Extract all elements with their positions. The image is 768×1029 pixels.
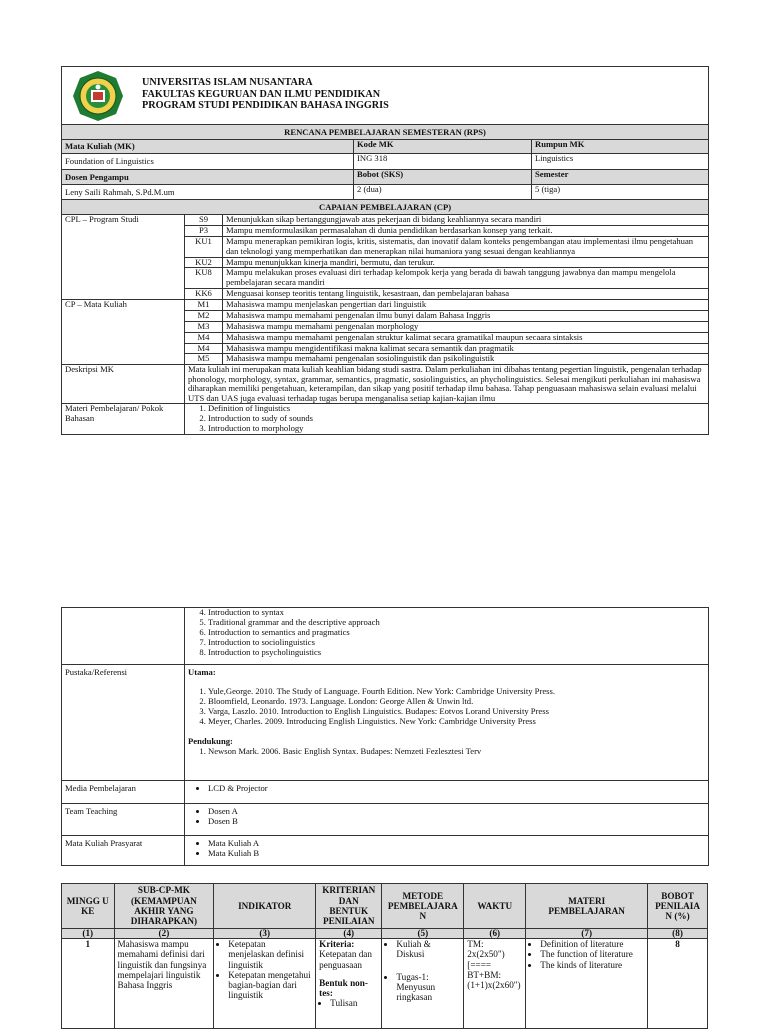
list-item: • Tulisan (330, 998, 378, 1008)
col-number: (8) (648, 929, 708, 939)
list-item: 1. Definition of linguistics (208, 404, 705, 414)
cpmk-code: M4 (185, 332, 223, 343)
materi-list-page2 (185, 608, 709, 665)
cpl-code: P3 (185, 225, 223, 236)
cpmk-text: Mahasiswa mampu mengidentifikasi makna kalimat secara semantik dan pragmatik (223, 343, 709, 354)
prasyarat-label: Mata Kuliah Prasyarat (62, 836, 185, 866)
header-cell (62, 67, 709, 125)
pustaka-content: Utama: 1. Yule,George. 2010. The Study of Language. Fourth Edition. New York: Cambridge University Press. 2. Bloomfield, Leonardo. 1973. Language. London: George Allen & Unwin ltd. 3. Varga, Laszlo. 2010. Introduction to English Linguistics. Budapes: Eotvos Lorand University Press 4. Meyer, Charles. 2009. Introducing English Linguistics. New York: Cambridge University Press Pendukung: 1. Newson Mark. 2006. Basic English Syntax. Budapes: Nemzeti Fezlesztesi Terv (185, 665, 709, 781)
list-item: • Kuliah & Diskusi (396, 939, 460, 960)
media-label: Media Pembelajaran (62, 781, 185, 804)
indikator-cell (214, 939, 316, 1029)
materi-label: Materi Pembelajaran/ Pokok Bahasan (62, 404, 185, 435)
rumpun-value: Linguistics (532, 154, 709, 170)
cpl-text: Menguasai konsep teoritis tentang linguistik, kesastraan, dan pembelajaran bahasa (223, 289, 709, 300)
kriteria-text: Ketepatan dan penguasaan (319, 949, 372, 970)
list-item: • The kinds of literature (540, 960, 644, 970)
list-item: 2. Bloomfield, Leonardo. 1973. Language. London: George Allen & Unwin ltd. (208, 697, 705, 707)
program-name: PROGRAM STUDI PENDIDIKAN BAHASA INGGRIS (142, 100, 389, 112)
semester-value: 5 (tiga) (532, 185, 709, 200)
col-number: (5) (382, 929, 464, 939)
cpmk-text: Mahasiswa mampu memahami pengenalan struktur kalimat secara gramatikal maupun secaara sintaksis (223, 332, 709, 343)
dosen-value: Leny Saili Rahmah, S.Pd.M.um (62, 185, 354, 200)
cpl-text: Mampu melakukan proses evaluasi diri terhadap kelompok kerja yang berada di bawah tanggung jawabnya dan mampu mengelola pembelajaran secara mandiri (223, 268, 709, 289)
weekly-plan-table (61, 883, 708, 1029)
list-item: 8. Introduction to psycholinguistics (208, 648, 705, 658)
col-header: SUB-CP-MK (KEMAMPUAN AKHIR YANG DIHARAPKAN) (114, 884, 214, 929)
list-item: 4. Meyer, Charles. 2009. Introducing English Linguistics. New York: Cambridge University Press (208, 717, 705, 727)
kriteria-label: Kriteria: (319, 939, 355, 949)
semester-label: Semester (532, 170, 709, 185)
col-number: (7) (526, 929, 648, 939)
list-item: • Dosen A (208, 807, 705, 817)
cpmk-code: M5 (185, 354, 223, 365)
cpmk-text: Mahasiswa mampu memahami pengenalan ilmu bunyi dalam Bahasa Inggris (223, 310, 709, 321)
kode-value: ING 318 (354, 154, 532, 170)
col-header: BOBOT PENILAIA N (%) (648, 884, 708, 929)
cpl-code: KK6 (185, 289, 223, 300)
faculty-name: FAKULTAS KEGURUAN DAN ILMU PENDIDIKAN (142, 88, 381, 100)
list-item: • The function of literature (540, 949, 644, 959)
list-item: • Mata Kuliah A (208, 839, 705, 849)
prasyarat-content (185, 836, 709, 866)
deskripsi-label: Deskripsi MK (62, 365, 185, 404)
mk-label: Mata Kuliah (MK) (62, 140, 354, 154)
rps-table (61, 66, 709, 435)
university-name: UNIVERSITAS ISLAM NUSANTARA (142, 77, 313, 88)
col-header: INDIKATOR (214, 884, 316, 929)
cpl-text: Mampu memformulasikan permasalahan di dunia pendidikan berdasarkan konsep yang terkait. (223, 225, 709, 236)
col-header: WAKTU (464, 884, 526, 929)
col-number: (1) (62, 929, 115, 939)
header-text (142, 67, 389, 112)
materi-list-page1 (185, 404, 709, 435)
bobot-value: 2 (dua) (354, 185, 532, 200)
list-item: 1. Yule,George. 2010. The Study of Language. Fourth Edition. New York: Cambridge University Press. (208, 687, 705, 697)
bobot-value: 8 (648, 939, 708, 1029)
col-number: (6) (464, 929, 526, 939)
metode-cell (382, 939, 464, 1029)
list-item: • Tugas-1: Menyusun ringkasan (396, 972, 460, 1003)
cpmk-label: CP – Mata Kuliah (62, 300, 185, 365)
mk-value: Foundation of Linguistics (62, 154, 354, 170)
list-item: 6. Introduction to semantics and pragmatics (208, 628, 705, 638)
materi-continued-label (62, 608, 185, 665)
team-label: Team Teaching (62, 804, 185, 836)
cpl-label: CPL – Program Studi (62, 215, 185, 300)
materi-cell (526, 939, 648, 1029)
cpmk-text: Mahasiswa mampu memahami pengenalan sosiolinguistik dan psikolinguistik (223, 354, 709, 365)
cpl-text: Menunjukkan sikap bertanggungjawab atas pekerjaan di bidang keahliannya secara mandiri (223, 215, 709, 226)
sub-cp-text: Mahasiswa mampu memahami definisi dari linguistik dan fungsinya mempelajari linguistik Bahasa Inggris (114, 939, 214, 1029)
pendukung-label: Pendukung (188, 736, 231, 747)
list-item: • Mata Kuliah B (208, 849, 705, 859)
list-item: • Definition of literature (540, 939, 644, 949)
cpmk-code: M1 (185, 300, 223, 311)
list-item: 3. Introduction to morphology (208, 424, 705, 434)
deskripsi-text: Mata kuliah ini merupakan mata kuliah keahlian bidang studi sastra. Dalam perkuliahan ini dibahas tentang pegertian linguistik, pengenalan terhadap phonology, morphology, syntax, grammar, semantics, pragmatic, sosiolinguistics, an phycholinguistics. Selesai mengikuti perkuliahan ini mahasiswa diharapkan memiliki pengetahuan, keterampilan, dan sikap yang positif terhadap ilmu bahasa. Tahap penguasaan mahasiswa selain evaluasi melalui UTS dan UAS juga evaluasi terhadap tugas berupa menganalisa setiap kajian-kajian ilmu (185, 365, 709, 404)
cp-title: CAPAIAN PEMBELAJARAN (CP) (62, 200, 709, 215)
cpmk-code: M2 (185, 310, 223, 321)
list-item: • LCD & Projector (208, 784, 705, 794)
cpl-text: Mampu menerapkan pemikiran logis, kritis, sistematis, dan inovatif dalam konteks pengembangan atau implementasi ilmu pengetahuan dan teknologi yang memperhatikan dan menerapkan nilai humaniora yang sesuai dengan keahliannya (223, 236, 709, 257)
list-item: 2. Introduction to sudy of sounds (208, 414, 705, 424)
bobot-label: Bobot (SKS) (354, 170, 532, 185)
col-number: (2) (114, 929, 214, 939)
list-item: • Dosen B (208, 817, 705, 827)
list-item: • Ketepatan mengetahui bagian-bagian dari linguistik (228, 970, 312, 1001)
bentuk-label: Bentuk non-tes: (319, 977, 368, 999)
cpl-code: KU1 (185, 236, 223, 257)
cpl-text: Mampu menunjukkan kinerja mandiri, bermutu, dan terukur. (223, 257, 709, 268)
list-item: 4. Introduction to syntax (208, 608, 705, 618)
cpl-code: S9 (185, 215, 223, 226)
media-content (185, 781, 709, 804)
cpl-code: KU8 (185, 268, 223, 289)
list-item: • Ketepatan menjelaskan definisi linguistik (228, 939, 312, 970)
cpl-code: KU2 (185, 257, 223, 268)
rumpun-label: Rumpun MK (532, 140, 709, 154)
university-logo-icon (72, 70, 124, 122)
list-item: 3. Varga, Laszlo. 2010. Introduction to English Linguistics. Budapes: Eotvos Lorand University Press (208, 707, 705, 717)
dosen-label: Dosen Pengampu (62, 170, 354, 185)
week-number: 1 (62, 939, 115, 1029)
col-header: METODE PEMBELAJARA N (382, 884, 464, 929)
list-item: 1. Newson Mark. 2006. Basic English Syntax. Budapes: Nemzeti Fezlesztesi Terv (208, 747, 705, 757)
cpmk-code: M3 (185, 321, 223, 332)
col-number: (4) (316, 929, 382, 939)
waktu-text: TM: 2x(2x50") [==== BT+BM: (1+1)x(2x60") (464, 939, 526, 1029)
utama-label: Utama (188, 667, 213, 677)
cpmk-text: Mahasiswa mampu memahami pengenalan morphology (223, 321, 709, 332)
cpmk-text: Mahasiswa mampu menjelaskan pengertian dari linguistik (223, 300, 709, 311)
col-number: (3) (214, 929, 316, 939)
cpmk-code: M4 (185, 343, 223, 354)
col-header: MATERI PEMBELAJARAN (526, 884, 648, 929)
list-item: 7. Introduction to sociolinguistics (208, 638, 705, 648)
col-header: MINGG U KE (62, 884, 115, 929)
col-header: KRITERIAN DAN BENTUK PENILAIAN (316, 884, 382, 929)
rps-table-continued (61, 607, 709, 866)
rps-title: RENCANA PEMBELAJARAN SEMESTERAN (RPS) (62, 125, 709, 140)
kriteria-cell (316, 939, 382, 1029)
list-item: 5. Traditional grammar and the descriptive approach (208, 618, 705, 628)
team-content (185, 804, 709, 836)
pustaka-label: Pustaka/Referensi (62, 665, 185, 781)
kode-label: Kode MK (354, 140, 532, 154)
